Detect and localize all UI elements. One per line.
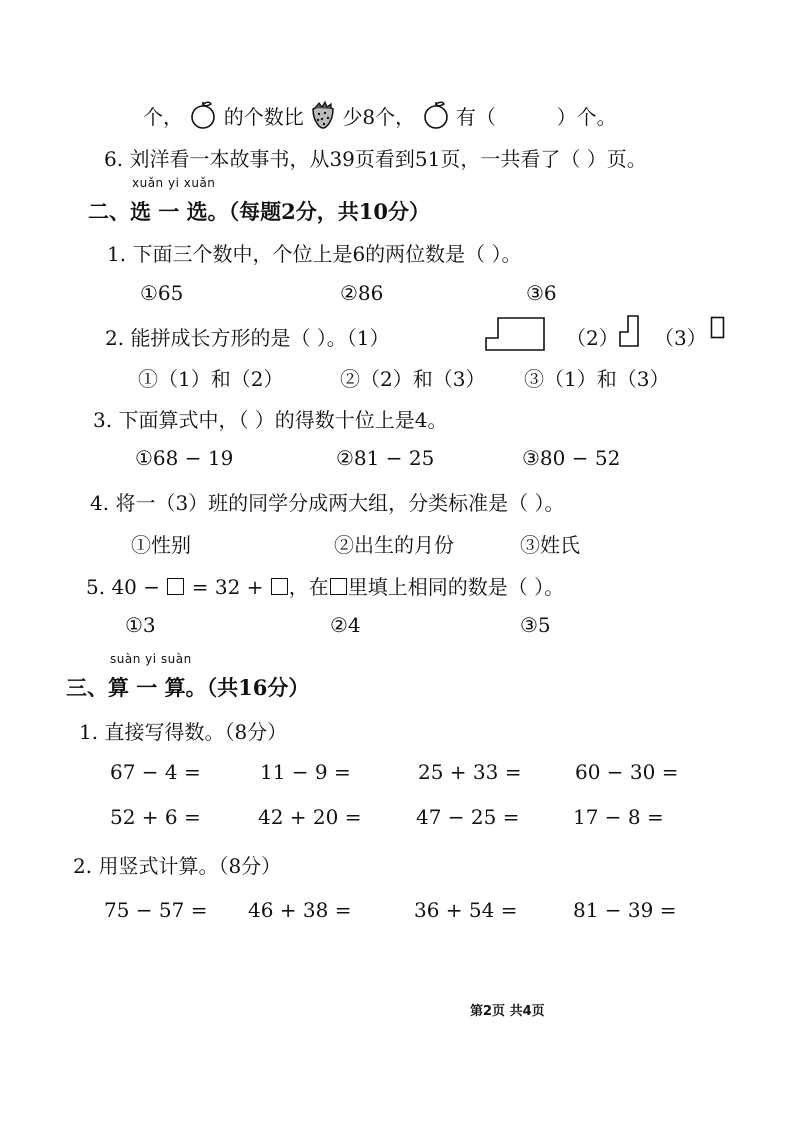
- s2-q4-option-2[interactable]: ②出生的月份: [334, 533, 454, 557]
- s2-q3-option-1[interactable]: ①68 − 19: [135, 446, 234, 470]
- calc-2-1: 52 + 6 =: [110, 805, 201, 829]
- s2-question-3: 3. 下面算式中，（ ）的得数十位上是4。: [93, 408, 448, 432]
- top-text-b: 的个数比: [223, 105, 304, 129]
- box-3: [330, 578, 347, 595]
- top-line: [143, 100, 617, 130]
- box-2: [271, 578, 288, 595]
- s2-q3-option-3[interactable]: ③80 − 52: [522, 446, 621, 470]
- s2-q5-option-3[interactable]: ③5: [520, 613, 551, 637]
- section-3-title: 三、算 一 算。（共16分）: [66, 675, 310, 700]
- calc-1-3: 25 + 33 =: [418, 760, 522, 784]
- vertical-calc-3: 36 + 54 =: [414, 898, 518, 922]
- vertical-calc-4: 81 − 39 =: [573, 898, 677, 922]
- s3-subtitle-2: 2. 用竖式计算。（8分）: [73, 854, 282, 878]
- calc-2-4: 17 − 8 =: [573, 805, 664, 829]
- top-text-d: 有（: [455, 105, 496, 129]
- page-number: 第2页 共4页: [470, 1004, 545, 1019]
- s2-q2-option-1[interactable]: ①（1）和（2）: [138, 367, 284, 391]
- s2-q1-option-1[interactable]: ①65: [140, 281, 184, 305]
- top-text-a: 个，: [143, 105, 183, 129]
- s2-question-2: [105, 322, 390, 351]
- s2-q5-part-2: = 32 +: [191, 575, 264, 599]
- section-3-pinyin: suàn yi suàn: [110, 652, 192, 666]
- s2-q5-part-1: 5. 40 −: [86, 575, 161, 599]
- apple-icon-2: [422, 100, 450, 130]
- strawberry-icon: [310, 100, 336, 130]
- s2-q3-option-2[interactable]: ②81 − 25: [336, 446, 435, 470]
- s2-q2-option-2[interactable]: ②（2）和（3）: [340, 367, 486, 391]
- vertical-calc-1: 75 − 57 =: [104, 898, 208, 922]
- top-text-e: ）个。: [556, 105, 617, 129]
- box-1: [167, 578, 184, 595]
- s2-question-5: [86, 571, 564, 600]
- calc-1-1: 67 − 4 =: [110, 760, 201, 784]
- top-text-c: 少8个，: [342, 105, 416, 129]
- s2-q2-label-2: （2）: [566, 326, 619, 350]
- s3-subtitle-1: 1. 直接写得数。（8分）: [79, 720, 288, 744]
- shape-2-figure: [618, 314, 640, 348]
- s2-q2-option-3[interactable]: ③（1）和（3）: [524, 367, 670, 391]
- s2-q2-label-3: （3）: [654, 326, 707, 350]
- s2-q2-stem: 2. 能拼成长方形的是（ ）。（1）: [105, 326, 390, 350]
- apple-icon: [189, 100, 217, 130]
- shape-3-figure: [710, 316, 726, 340]
- s2-q5-option-1[interactable]: ①3: [125, 613, 156, 637]
- question-6: 6. 刘洋看一本故事书，从39页看到51页，一共看了（ ）页。: [104, 147, 647, 171]
- calc-2-2: 42 + 20 =: [258, 805, 362, 829]
- calc-2-3: 47 − 25 =: [416, 805, 520, 829]
- s2-q4-option-1[interactable]: ①性别: [131, 533, 191, 557]
- calc-1-2: 11 − 9 =: [260, 760, 351, 784]
- s2-q5-option-2[interactable]: ②4: [330, 613, 361, 637]
- s2-q1-option-2[interactable]: ②86: [340, 281, 384, 305]
- section-2-pinyin: xuǎn yi xuǎn: [132, 176, 216, 190]
- shape-1-figure: [484, 316, 546, 352]
- s2-question-1: 1. 下面三个数中，个位上是6的两位数是（ ）。: [107, 242, 522, 266]
- vertical-calc-2: 46 + 38 =: [248, 898, 352, 922]
- calc-1-4: 60 − 30 =: [575, 760, 679, 784]
- section-2-title: 二、选 一 选。（每题2分，共10分）: [88, 199, 430, 224]
- s2-q1-option-3[interactable]: ③6: [526, 281, 557, 305]
- s2-q5-part-4: 里填上相同的数是（ ）。: [347, 575, 565, 599]
- s2-question-4: 4. 将一（3）班的同学分成两大组，分类标准是（ ）。: [90, 491, 565, 515]
- s2-q5-part-3: ，在: [288, 575, 329, 599]
- s2-q4-option-3[interactable]: ③姓氏: [520, 533, 580, 557]
